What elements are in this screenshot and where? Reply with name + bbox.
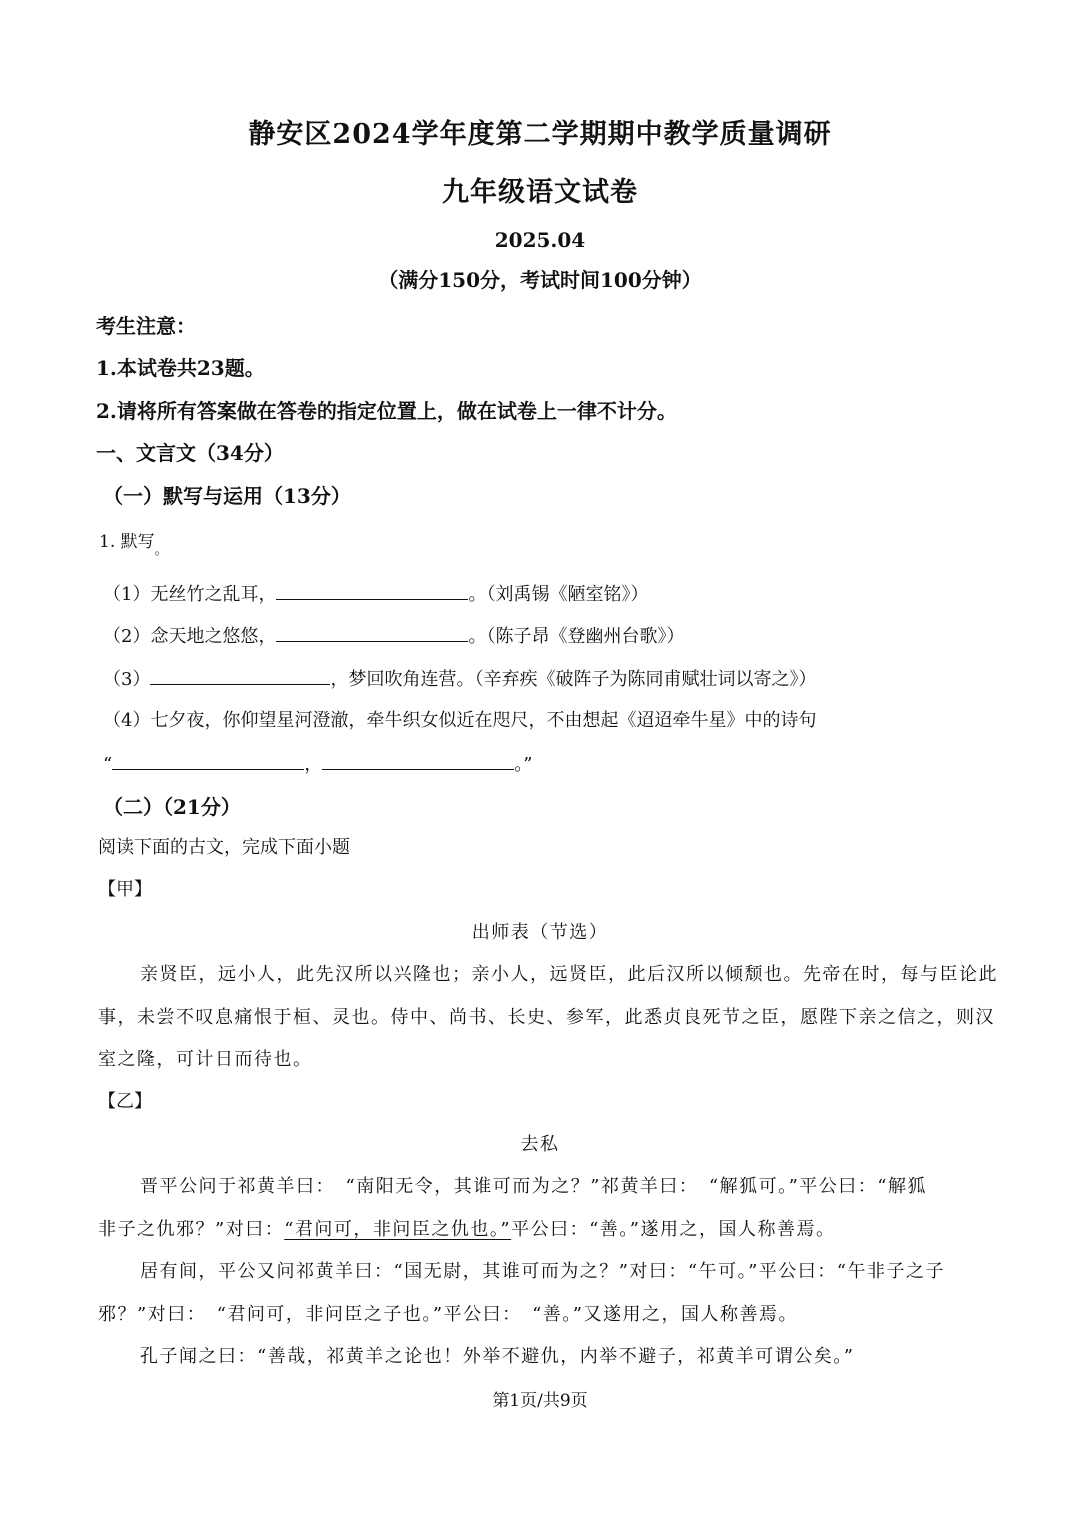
dictation-item-3 [103, 664, 816, 691]
question-1-mark: 。 [154, 543, 168, 558]
answer-blank-4b[interactable] [322, 749, 514, 770]
notice-item-2: 2.请将所有答案做在答卷的指定位置上，做在试卷上一律不计分。 [96, 399, 677, 423]
section-heading: 一、文言文（34分） [96, 441, 284, 465]
notice-item-1: 1.本试卷共23题。 [96, 356, 265, 380]
passage-yi-label: 【乙】 [98, 1091, 152, 1112]
part1-heading: （一）默写与运用（13分） [103, 484, 351, 508]
passage-jia-line: 事，未尝不叹息痛恨于桓、灵也。侍中、尚书、长史、参军，此悉贞良死节之臣，愿陛下亲之信之，则汉 [98, 1007, 995, 1028]
answer-blank-1[interactable] [276, 579, 468, 600]
yi-line2-end: 平公曰：“善。”遂用之，国人称善焉。 [511, 1219, 836, 1240]
passage-yi-line: 晋平公问于祁黄羊曰： “南阳无令，其谁可而为之？”祁黄羊曰： “解狐可。”平公曰：“解狐 [140, 1176, 928, 1197]
answer-blank-3[interactable] [150, 664, 330, 685]
passage-yi-line: 居有间，平公又问祁黄羊曰：“国无尉，其谁可而为之？”对曰：“午可。”平公曰：“午非子之子 [140, 1261, 946, 1282]
passage-yi-line: 孔子闻之曰：“善哉，祁黄羊之论也！外举不避仇，内举不避子，祁黄羊可谓公矣。” [140, 1346, 855, 1367]
open-quote: “ [103, 754, 113, 775]
dictation-item-1 [103, 579, 648, 606]
yi-line2-start: 非子之仇邪？”对曰： [98, 1219, 285, 1240]
dictation-item-4: （4）七夕夜，你仰望星河澄澈，牵牛织女似近在咫尺，不由想起《迢迢牵牛星》中的诗句 [103, 710, 817, 731]
dictation-item-2 [103, 621, 684, 648]
passage-jia-label: 【甲】 [98, 879, 152, 900]
answer-blank-2[interactable] [276, 621, 468, 642]
underlined-sentence: “君问可，非问臣之仇也。” [284, 1219, 512, 1240]
passage-jia-line: 室之隆，可计日而待也。 [98, 1049, 313, 1070]
question-1-text: 1. 默写 [99, 532, 155, 552]
passage-yi-line: 邪？”对曰： “君问可，非问臣之子也。”平公曰： “善。”又遂用之，国人称善焉。 [98, 1304, 799, 1325]
comma: ， [304, 754, 323, 775]
item-1-prefix: （1）无丝竹之乱耳， [103, 584, 277, 605]
notice-heading: 考生注意： [96, 314, 196, 338]
dictation-item-4-answer [103, 749, 532, 776]
exam-subtitle: 九年级语文试卷 [442, 177, 638, 208]
passage-yi-title: 去私 [520, 1134, 560, 1155]
passage-jia-title: 出师表（节选） [471, 922, 609, 943]
score-info: （满分150分，考试时间100分钟） [378, 268, 702, 292]
reading-instruction: 阅读下面的古文，完成下面小题 [98, 837, 350, 858]
part2-heading: （二）（21分） [103, 795, 241, 819]
item-3-prefix: （3） [103, 669, 151, 690]
answer-blank-4a[interactable] [112, 749, 304, 770]
item-2-suffix: 。（陈子昂《登幽州台歌》） [468, 626, 685, 647]
item-1-suffix: 。（刘禹锡《陋室铭》） [468, 584, 649, 605]
passage-jia-line: 亲贤臣，远小人，此先汉所以兴隆也；亲小人，远贤臣，此后汉所以倾颓也。先帝在时，每与臣论此 [140, 964, 998, 985]
passage-yi-line [98, 1215, 836, 1241]
page-number: 第1页/共9页 [492, 1391, 588, 1411]
close-quote: 。” [514, 754, 533, 775]
question-1-label [99, 527, 168, 558]
exam-date: 2025.04 [494, 228, 586, 252]
exam-title: 静安区2024学年度第二学期期中教学质量调研 [248, 119, 832, 150]
item-2-prefix: （2）念天地之悠悠， [103, 626, 277, 647]
item-3-suffix: ，梦回吹角连营。（辛弃疾《破阵子为陈同甫赋壮词以寄之》） [330, 669, 817, 690]
